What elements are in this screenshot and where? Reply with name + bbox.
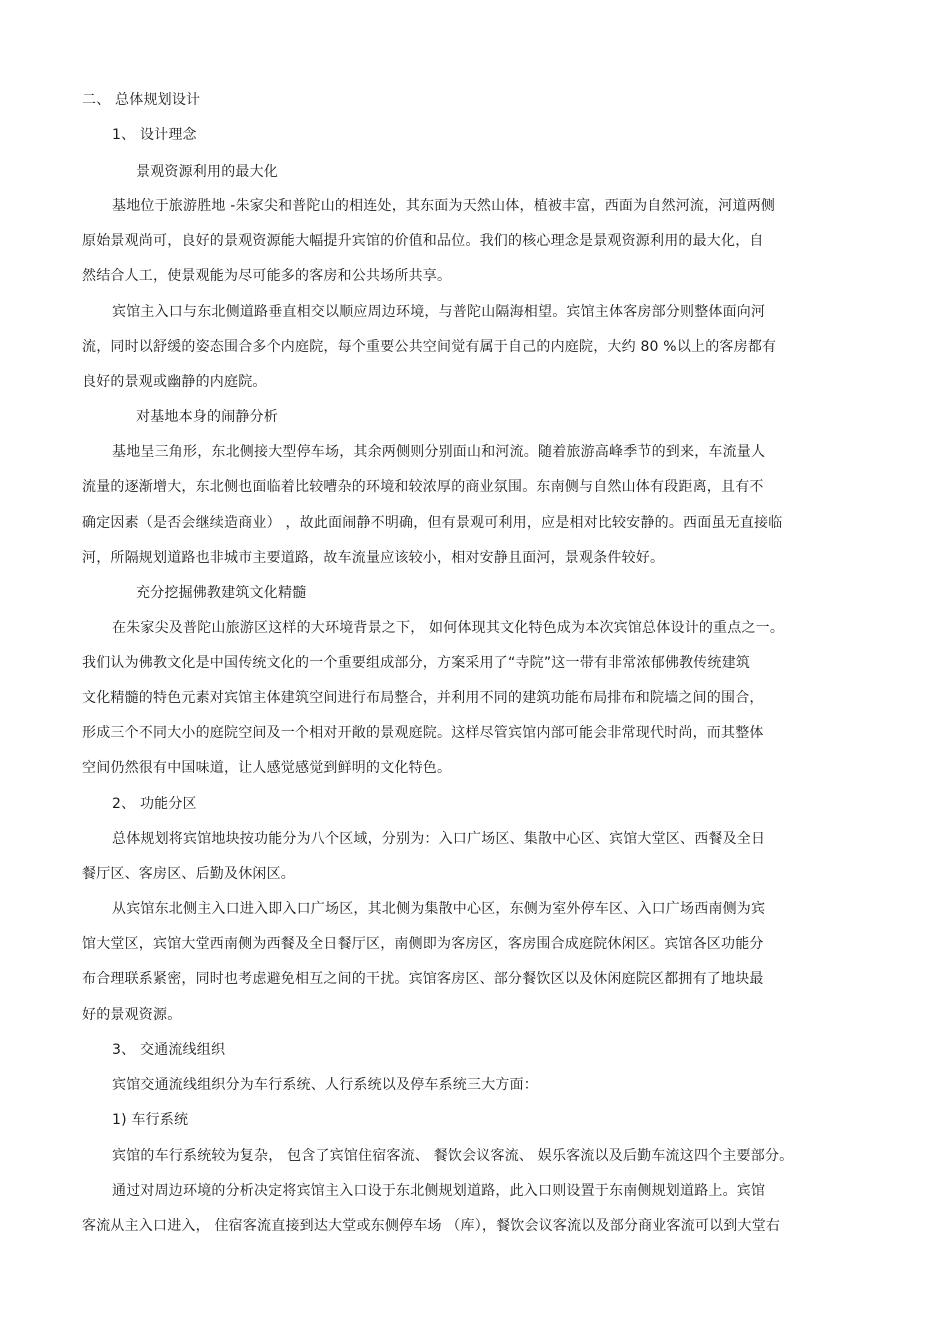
paragraph-line: 原始景观尚可，良好的景观资源能大幅提升宾馆的价值和品位。我们的核心理念是景观资源利用的最大化，自 (82, 233, 764, 249)
paragraph-line: 基地呈三角形，东北侧接大型停车场，其余两侧则分别面山和河流。随着旅游高峰季节的到来，车流量人 (112, 444, 766, 460)
paragraph-line: 宾馆主入口与东北侧道路垂直相交以顺应周边环境，与普陀山隔海相望。宾馆主体客房部分则整体面向河 (112, 304, 766, 320)
subsection-heading: 2、 功能分区 (112, 796, 197, 812)
paragraph-line: 布合理联系紧密，同时也考虑避免相互之间的干扰。宾馆客房区、部分餐饮区以及休闲庭院区都拥有了地块最 (82, 971, 764, 987)
section-heading: 二、 总体规划设计 (82, 92, 201, 108)
paragraph-line: 馆大堂区，宾馆大堂西南侧为西餐及全日餐厅区，南侧即为客房区，客房围合成庭院休闲区。宾馆各区功能分 (82, 936, 764, 952)
topic-heading: 景观资源利用的最大化 (136, 164, 278, 180)
paragraph-line: 从宾馆东北侧主入口进入即入口广场区，其北侧为集散中心区，东侧为室外停车区、入口广场西南侧为宾 (112, 901, 766, 917)
paragraph-line: 确定因素（是否会继续造商业） ，故此面闹静不明确，但有景观可利用，应是相对比较安静的。西面虽无直接临 (82, 515, 783, 531)
paragraph-line: 宾馆交通流线组织分为车行系统、人行系统以及停车系统三大方面： (112, 1077, 538, 1093)
paragraph-line: 基地位于旅游胜地 -朱家尖和普陀山的相连处，其东面为天然山体，植被丰富，西面为自然河流，河道两侧 (112, 198, 776, 214)
paragraph-line: 空间仍然很有中国味道，让人感觉感觉到鲜明的文化特色。 (82, 760, 452, 776)
paragraph-line: 流量的逐渐增大，东北侧也面临着比较嘈杂的环境和较浓厚的商业氛围。东南侧与自然山体有段距离，且有不 (82, 479, 764, 495)
paragraph-line: 客流从主入口进入， 住宿客流直接到达大堂或东侧停车场 （库），餐饮会议客流以及部分商业客流可以到大堂右 (82, 1218, 781, 1234)
paragraph-line: 在朱家尖及普陀山旅游区这样的大环境背景之下， 如何体现其文化特色成为本次宾馆总体设计的重点之一。 (112, 620, 785, 636)
paragraph-line: 然结合人工，使景观能为尽可能多的客房和公共场所共享。 (82, 268, 452, 284)
list-item-heading: 1) 车行系统 (112, 1112, 189, 1128)
paragraph-line: 良好的景观或幽静的内庭院。 (82, 374, 267, 390)
paragraph-line: 形成三个不同大小的庭院空间及一个相对开敞的景观庭院。这样尽管宾馆内部可能会非常现代时尚，而其整体 (82, 725, 764, 741)
topic-heading: 充分挖掘佛教建筑文化精髓 (136, 585, 307, 601)
paragraph-line: 好的景观资源。 (82, 1007, 182, 1023)
paragraph-line: 文化精髓的特色元素对宾馆主体建筑空间进行布局整合，并利用不同的建筑功能布局排布和院墙之间的围合， (82, 690, 764, 706)
topic-heading: 对基地本身的闹静分析 (136, 409, 278, 425)
paragraph-line: 通过对周边环境的分析决定将宾馆主入口设于东北侧规划道路，此入口则设置于东南侧规划道路上。宾馆 (112, 1183, 766, 1199)
paragraph-line: 流，同时以舒缓的姿态围合多个内庭院，每个重要公共空间觉有属于自己的内庭院，大约 80 %以上的客房都有 (82, 339, 777, 355)
paragraph-line: 我们认为佛教文化是中国传统文化的一个重要组成部分，方案采用了“寺院”这一带有非常浓郁佛教传统建筑 (82, 655, 751, 671)
paragraph-line: 河，所隔规划道路也非城市主要道路，故车流量应该较小，相对安静且面河，景观条件较好。 (82, 550, 665, 566)
subsection-heading: 1、 设计理念 (112, 127, 197, 143)
paragraph-line: 宾馆的车行系统较为复杂， 包含了宾馆住宿客流、 餐饮会议客流、 娱乐客流以及后勤车流这四个主要部分。 (112, 1148, 794, 1164)
paragraph-line: 餐厅区、客房区、后勤及休闲区。 (82, 866, 295, 882)
subsection-heading: 3、 交通流线组织 (112, 1042, 226, 1058)
paragraph-line: 总体规划将宾馆地块按功能分为八个区域，分别为：入口广场区、集散中心区、宾馆大堂区、西餐及全日 (112, 831, 766, 847)
